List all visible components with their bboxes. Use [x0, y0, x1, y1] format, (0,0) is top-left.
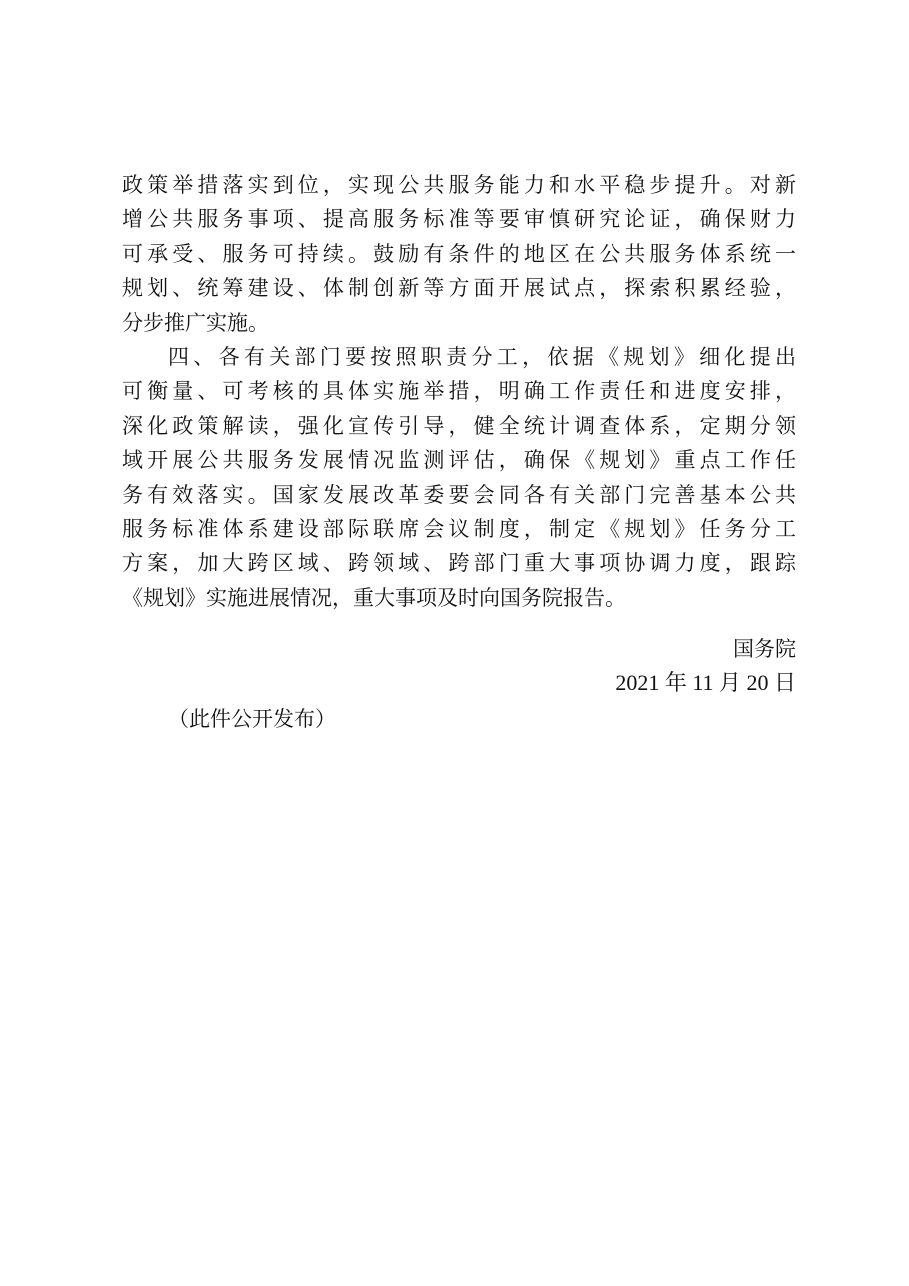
document-body — [122, 168, 796, 615]
paragraph-line: 四、各有关部门要按照职责分工，依据《规划》细化提出 — [168, 344, 796, 369]
paragraph-line: 规划、统筹建设、体制创新等方面开展试点，探索积累经验， — [122, 276, 796, 301]
paragraph-line: 分步推广实施。 — [122, 310, 269, 335]
publication-note: （此件公开发布） — [168, 707, 336, 731]
issuer-name: 国务院 — [733, 637, 796, 661]
paragraph-line: 可承受、服务可持续。鼓励有条件的地区在公共服务体系统一 — [122, 241, 796, 266]
paragraph-line: 深化政策解读，强化宣传引导，健全统计调查体系，定期分领 — [122, 413, 796, 438]
paragraph-line: 域开展公共服务发展情况监测评估，确保《规划》重点工作任 — [122, 448, 796, 473]
paragraph-line: 方案，加大跨区域、跨领域、跨部门重大事项协调力度，跟踪 — [122, 551, 796, 576]
paragraph-line: 政策举措落实到位，实现公共服务能力和水平稳步提升。对新 — [122, 173, 796, 197]
paragraph-line: 增公共服务事项、提高服务标准等要审慎研究论证，确保财力 — [122, 207, 796, 232]
paragraph-line: 务有效落实。国家发展改革委要会同各有关部门完善基本公共 — [122, 482, 796, 507]
issue-date: 2021 年 11 月 20 日 — [615, 670, 796, 696]
paragraph-line: 《规划》实施进展情况，重大事项及时向国务院报告。 — [122, 585, 626, 610]
paragraph-line: 可衡量、可考核的具体实施举措，明确工作责任和进度安排， — [122, 379, 796, 404]
paragraph-line: 服务标准体系建设部际联席会议制度，制定《规划》任务分工 — [122, 516, 796, 541]
signature-block — [615, 632, 796, 701]
